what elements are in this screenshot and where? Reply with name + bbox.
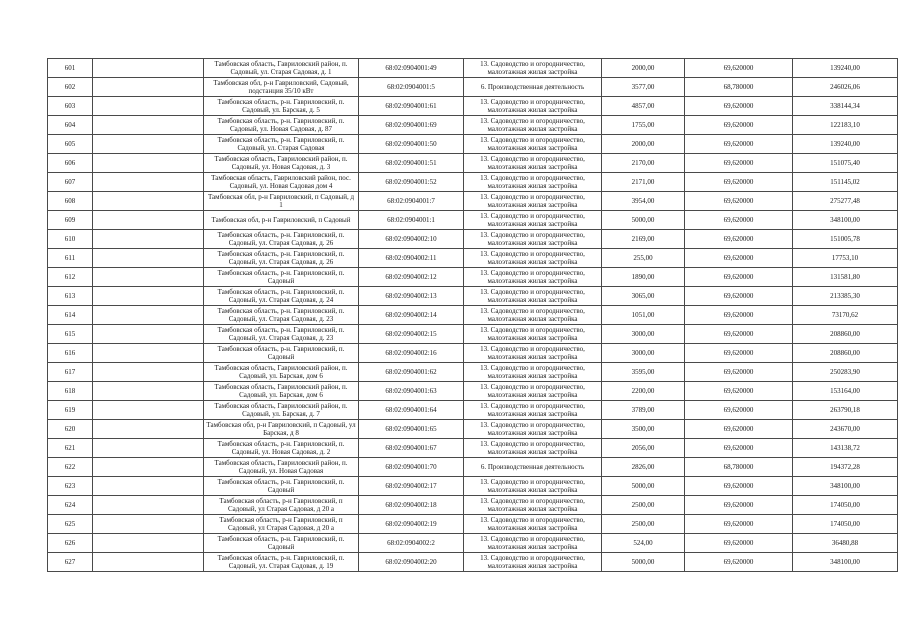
cadastral-number-cell: 68:02:0904002:14 [359,306,464,325]
land-use-cell: 13. Садоводство и огородничество, малоэтажная жилая застройка [464,439,602,458]
area-cell: 1890,00 [602,268,685,287]
address-cell: Тамбовская область, р-н. Гавриловский, п. Садовый [204,268,359,287]
area-cell: 2500,00 [602,515,685,534]
address-cell: Тамбовская область, Гавриловский район, п. Садовый, ул. Барская, дом 6 [204,382,359,401]
cadastral-value-cell: 174050,00 [793,496,898,515]
cadastral-value-cell: 348100,00 [793,211,898,230]
cadastral-value-cell: 208860,00 [793,344,898,363]
address-cell: Тамбовская область, р-н Гавриловский, п Садовый, ул Старая Садовая, д 20 а [204,496,359,515]
land-use-cell: 13. Садоводство и огородничество, малоэтажная жилая застройка [464,515,602,534]
cadastral-value-cell: 143138,72 [793,439,898,458]
table-row [48,439,898,458]
cadastral-number-cell: 68:02:0904001:1 [359,211,464,230]
empty-cell [93,382,204,401]
empty-cell [93,154,204,173]
empty-cell [93,78,204,97]
address-cell: Тамбовская область, р-н. Гавриловский, п. Садовый, ул. Старая Садовая, д. 26 [204,249,359,268]
row-number-cell: 602 [48,78,93,97]
address-cell: Тамбовская область, р-н. Гавриловский, п. Садовый [204,477,359,496]
row-number-cell: 608 [48,192,93,211]
cadastral-value-cell: 348100,00 [793,553,898,572]
table-row [48,211,898,230]
table-row [48,401,898,420]
empty-cell [93,401,204,420]
table-row [48,306,898,325]
area-cell: 2000,00 [602,59,685,78]
empty-cell [93,192,204,211]
row-number-cell: 626 [48,534,93,553]
rate-cell: 69,620000 [685,249,793,268]
table-row [48,477,898,496]
empty-cell [93,325,204,344]
empty-cell [93,306,204,325]
area-cell: 5000,00 [602,211,685,230]
cadastral-number-cell: 68:02:0904002:13 [359,287,464,306]
address-cell: Тамбовская область, р-н. Гавриловский, п. Садовый, ул. Старая Садовая, д. 24 [204,287,359,306]
table-row [48,458,898,477]
table-row [48,116,898,135]
table-row [48,249,898,268]
row-number-cell: 611 [48,249,93,268]
land-use-cell: 13. Садоводство и огородничество, малоэтажная жилая застройка [464,154,602,173]
land-use-cell: 13. Садоводство и огородничество, малоэтажная жилая застройка [464,401,602,420]
cadastral-number-cell: 68:02:0904002:18 [359,496,464,515]
address-cell: Тамбовская область, р-н. Гавриловский, п. Садовый, ул. Барская, д. 5 [204,97,359,116]
land-use-cell: 13. Садоводство и огородничество, малоэтажная жилая застройка [464,59,602,78]
land-use-cell: 13. Садоводство и огородничество, малоэтажная жилая застройка [464,363,602,382]
cadastral-number-cell: 68:02:0904001:67 [359,439,464,458]
land-use-cell: 13. Садоводство и огородничество, малоэтажная жилая застройка [464,173,602,192]
cadastral-number-cell: 68:02:0904002:19 [359,515,464,534]
empty-cell [93,135,204,154]
area-cell: 2200,00 [602,382,685,401]
area-cell: 2169,00 [602,230,685,249]
rate-cell: 69,620000 [685,268,793,287]
address-cell: Тамбовская область, р-н. Гавриловский, п. Садовый, ул. Новая Садовая, д. 2 [204,439,359,458]
area-cell: 5000,00 [602,553,685,572]
cadastral-number-cell: 68:02:0904001:64 [359,401,464,420]
rate-cell: 69,620000 [685,325,793,344]
row-number-cell: 627 [48,553,93,572]
row-number-cell: 620 [48,420,93,439]
area-cell: 2056,00 [602,439,685,458]
land-use-cell: 13. Садоводство и огородничество, малоэтажная жилая застройка [464,249,602,268]
empty-cell [93,534,204,553]
land-use-cell: 13. Садоводство и огородничество, малоэтажная жилая застройка [464,306,602,325]
row-number-cell: 617 [48,363,93,382]
cadastral-number-cell: 68:02:0904002:17 [359,477,464,496]
cadastral-value-cell: 153164,00 [793,382,898,401]
address-cell: Тамбовская обл, р-н Гавриловский, п Садовый [204,211,359,230]
row-number-cell: 603 [48,97,93,116]
empty-cell [93,211,204,230]
address-cell: Тамбовская область, Гавриловский район, п. Садовый, ул. Барская, дом 6 [204,363,359,382]
land-use-cell: 6. Производственная деятельность [464,458,602,477]
address-cell: Тамбовская область, р-н. Гавриловский, п. Садовый, ул. Старая Садовая, д. 26 [204,230,359,249]
rate-cell: 69,620000 [685,211,793,230]
rate-cell: 69,620000 [685,515,793,534]
table-row [48,382,898,401]
rate-cell: 69,620000 [685,306,793,325]
address-cell: Тамбовская область, р-н Гавриловский, п Садовый, ул Старая Садовая, д 20 а [204,515,359,534]
cadastral-number-cell: 68:02:0904002:2 [359,534,464,553]
address-cell: Тамбовская обл, р-н Гавриловский, п Садовый, д 1 [204,192,359,211]
land-use-cell: 13. Садоводство и огородничество, малоэтажная жилая застройка [464,135,602,154]
address-cell: Тамбовская область, р-н. Гавриловский, п. Садовый, ул. Старая Садовая, д. 23 [204,306,359,325]
cadastral-number-cell: 68:02:0904001:5 [359,78,464,97]
area-cell: 3954,00 [602,192,685,211]
row-number-cell: 619 [48,401,93,420]
row-number-cell: 621 [48,439,93,458]
area-cell: 2500,00 [602,496,685,515]
cadastral-number-cell: 68:02:0904001:65 [359,420,464,439]
row-number-cell: 609 [48,211,93,230]
address-cell: Тамбовская обл, р-н Гавриловский, п Садовый, ул Барская, д 8 [204,420,359,439]
row-number-cell: 622 [48,458,93,477]
address-cell: Тамбовская область, Гавриловский район, п. Садовый, ул. Новая Садовая [204,458,359,477]
cadastral-value-cell: 151075,40 [793,154,898,173]
address-cell: Тамбовская область, Гавриловский район, п. Садовый, ул. Барская, д. 7 [204,401,359,420]
cadastral-number-cell: 68:02:0904001:62 [359,363,464,382]
cadastral-value-cell: 131581,80 [793,268,898,287]
land-use-cell: 13. Садоводство и огородничество, малоэтажная жилая застройка [464,230,602,249]
empty-cell [93,515,204,534]
empty-cell [93,249,204,268]
area-cell: 2171,00 [602,173,685,192]
area-cell: 5000,00 [602,477,685,496]
cadastral-number-cell: 68:02:0904002:10 [359,230,464,249]
land-use-cell: 13. Садоводство и огородничество, малоэтажная жилая застройка [464,553,602,572]
row-number-cell: 606 [48,154,93,173]
land-use-cell: 13. Садоводство и огородничество, малоэтажная жилая застройка [464,496,602,515]
rate-cell: 69,620000 [685,230,793,249]
land-use-cell: 6. Производственная деятельность [464,78,602,97]
land-use-cell: 13. Садоводство и огородничество, малоэтажная жилая застройка [464,382,602,401]
cadastral-number-cell: 68:02:0904001:50 [359,135,464,154]
land-register-table [47,58,898,572]
row-number-cell: 623 [48,477,93,496]
land-use-cell: 13. Садоводство и огородничество, малоэтажная жилая застройка [464,344,602,363]
land-use-cell: 13. Садоводство и огородничество, малоэтажная жилая застройка [464,192,602,211]
rate-cell: 69,620000 [685,192,793,211]
land-use-cell: 13. Садоводство и огородничество, малоэтажная жилая застройка [464,97,602,116]
table-row [48,268,898,287]
cadastral-value-cell: 243670,00 [793,420,898,439]
land-use-cell: 13. Садоводство и огородничество, малоэтажная жилая застройка [464,325,602,344]
cadastral-number-cell: 68:02:0904002:15 [359,325,464,344]
table-row [48,287,898,306]
table-row [48,496,898,515]
cadastral-number-cell: 68:02:0904002:20 [359,553,464,572]
rate-cell: 69,620000 [685,534,793,553]
cadastral-number-cell: 68:02:0904002:16 [359,344,464,363]
rate-cell: 69,620000 [685,496,793,515]
area-cell: 524,00 [602,534,685,553]
table-row [48,78,898,97]
cadastral-value-cell: 17753,10 [793,249,898,268]
row-number-cell: 601 [48,59,93,78]
table-row [48,325,898,344]
table-row [48,230,898,249]
address-cell: Тамбовская область, Гавриловский район, п. Садовый, ул. Новая Садовая, д. 3 [204,154,359,173]
area-cell: 3789,00 [602,401,685,420]
cadastral-number-cell: 68:02:0904001:69 [359,116,464,135]
empty-cell [93,439,204,458]
rate-cell: 69,620000 [685,154,793,173]
cadastral-value-cell: 139240,00 [793,59,898,78]
row-number-cell: 615 [48,325,93,344]
address-cell: Тамбовская обл, р-н Гавриловский, Садовый, подстанция 35/10 кВт [204,78,359,97]
rate-cell: 68,780000 [685,458,793,477]
row-number-cell: 624 [48,496,93,515]
row-number-cell: 612 [48,268,93,287]
cadastral-number-cell: 68:02:0904001:7 [359,192,464,211]
land-register-body [48,59,898,572]
rate-cell: 69,620000 [685,135,793,154]
empty-cell [93,496,204,515]
area-cell: 4857,00 [602,97,685,116]
rate-cell: 69,620000 [685,344,793,363]
land-use-cell: 13. Садоводство и огородничество, малоэтажная жилая застройка [464,420,602,439]
cadastral-value-cell: 174050,00 [793,515,898,534]
empty-cell [93,230,204,249]
address-cell: Тамбовская область, р-н. Гавриловский, п. Садовый [204,344,359,363]
address-cell: Тамбовская область, Гавриловский район, пос. Садовый, ул. Новая Садовая дом 4 [204,173,359,192]
area-cell: 3500,00 [602,420,685,439]
empty-cell [93,344,204,363]
address-cell: Тамбовская область, р-н. Гавриловский, п. Садовый, ул. Новая Садовая, д. 87 [204,116,359,135]
cadastral-number-cell: 68:02:0904001:51 [359,154,464,173]
area-cell: 1051,00 [602,306,685,325]
cadastral-number-cell: 68:02:0904001:52 [359,173,464,192]
table-row [48,515,898,534]
cadastral-number-cell: 68:02:0904002:11 [359,249,464,268]
area-cell: 255,00 [602,249,685,268]
row-number-cell: 616 [48,344,93,363]
cadastral-number-cell: 68:02:0904001:70 [359,458,464,477]
address-cell: Тамбовская область, Гавриловский район, п. Садовый, ул. Старая Садовая, д. 1 [204,59,359,78]
rate-cell: 69,620000 [685,439,793,458]
table-row [48,97,898,116]
cadastral-value-cell: 246026,06 [793,78,898,97]
table-row [48,173,898,192]
cadastral-number-cell: 68:02:0904001:49 [359,59,464,78]
table-row [48,344,898,363]
area-cell: 3065,00 [602,287,685,306]
row-number-cell: 607 [48,173,93,192]
empty-cell [93,458,204,477]
row-number-cell: 604 [48,116,93,135]
cadastral-number-cell: 68:02:0904001:63 [359,382,464,401]
empty-cell [93,363,204,382]
table-row [48,534,898,553]
table-row [48,154,898,173]
rate-cell: 69,620000 [685,382,793,401]
cadastral-value-cell: 151145,02 [793,173,898,192]
cadastral-number-cell: 68:02:0904001:61 [359,97,464,116]
empty-cell [93,420,204,439]
row-number-cell: 618 [48,382,93,401]
address-cell: Тамбовская область, р-н. Гавриловский, п. Садовый, ул. Старая Садовая, д. 23 [204,325,359,344]
table-row [48,420,898,439]
table-row [48,59,898,78]
row-number-cell: 613 [48,287,93,306]
cadastral-value-cell: 213385,30 [793,287,898,306]
cadastral-value-cell: 348100,00 [793,477,898,496]
land-use-cell: 13. Садоводство и огородничество, малоэтажная жилая застройка [464,287,602,306]
empty-cell [93,173,204,192]
rate-cell: 69,620000 [685,116,793,135]
table-row [48,553,898,572]
row-number-cell: 614 [48,306,93,325]
cadastral-value-cell: 250283,90 [793,363,898,382]
land-use-cell: 13. Садоводство и огородничество, малоэтажная жилая застройка [464,211,602,230]
address-cell: Тамбовская область, р-н. Гавриловский, п. Садовый, ул. Старая Садовая [204,135,359,154]
empty-cell [93,553,204,572]
cadastral-value-cell: 208860,00 [793,325,898,344]
area-cell: 3577,00 [602,78,685,97]
rate-cell: 69,620000 [685,173,793,192]
rate-cell: 69,620000 [685,420,793,439]
cadastral-value-cell: 139240,00 [793,135,898,154]
area-cell: 2826,00 [602,458,685,477]
area-cell: 1755,00 [602,116,685,135]
row-number-cell: 625 [48,515,93,534]
empty-cell [93,116,204,135]
cadastral-value-cell: 275277,48 [793,192,898,211]
row-number-cell: 610 [48,230,93,249]
rate-cell: 69,620000 [685,363,793,382]
empty-cell [93,287,204,306]
area-cell: 2170,00 [602,154,685,173]
rate-cell: 69,620000 [685,553,793,572]
cadastral-value-cell: 151005,78 [793,230,898,249]
rate-cell: 69,620000 [685,97,793,116]
cadastral-number-cell: 68:02:0904002:12 [359,268,464,287]
land-use-cell: 13. Садоводство и огородничество, малоэтажная жилая застройка [464,477,602,496]
table-row [48,363,898,382]
cadastral-value-cell: 338144,34 [793,97,898,116]
cadastral-value-cell: 36480,88 [793,534,898,553]
area-cell: 3595,00 [602,363,685,382]
rate-cell: 69,620000 [685,59,793,78]
address-cell: Тамбовская область, р-н. Гавриловский, п. Садовый [204,534,359,553]
empty-cell [93,477,204,496]
area-cell: 2000,00 [602,135,685,154]
area-cell: 3000,00 [602,344,685,363]
table-row [48,192,898,211]
address-cell: Тамбовская область, р-н. Гавриловский, п. Садовый, ул. Старая Садовая, д. 19 [204,553,359,572]
rate-cell: 69,620000 [685,477,793,496]
empty-cell [93,97,204,116]
cadastral-value-cell: 73170,62 [793,306,898,325]
area-cell: 3000,00 [602,325,685,344]
cadastral-value-cell: 263790,18 [793,401,898,420]
cadastral-value-cell: 122183,10 [793,116,898,135]
row-number-cell: 605 [48,135,93,154]
empty-cell [93,268,204,287]
cadastral-value-cell: 194372,28 [793,458,898,477]
rate-cell: 69,620000 [685,287,793,306]
empty-cell [93,59,204,78]
rate-cell: 69,620000 [685,401,793,420]
land-use-cell: 13. Садоводство и огородничество, малоэтажная жилая застройка [464,116,602,135]
table-row [48,135,898,154]
land-use-cell: 13. Садоводство и огородничество, малоэтажная жилая застройка [464,534,602,553]
land-use-cell: 13. Садоводство и огородничество, малоэтажная жилая застройка [464,268,602,287]
rate-cell: 68,780000 [685,78,793,97]
